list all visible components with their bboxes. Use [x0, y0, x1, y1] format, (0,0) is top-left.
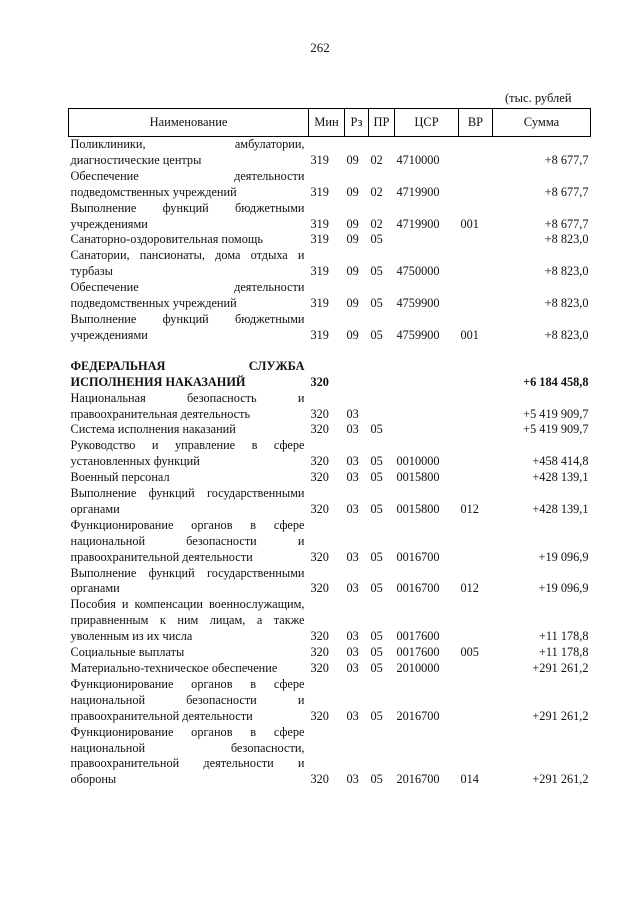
- header-pr: ПР: [369, 109, 395, 137]
- cell-min: 319: [310, 152, 329, 167]
- header-rz: Рз: [345, 109, 369, 137]
- cell-name: Выполнение функций бюджетными учреждениями: [70, 200, 305, 231]
- cell-csr: 2010000: [396, 661, 440, 675]
- cell-rz: 09: [346, 296, 359, 311]
- cell-min: 320: [310, 470, 329, 485]
- cell-vr: 012: [460, 581, 479, 596]
- cell-rz: 03: [346, 629, 359, 644]
- cell-name: Функционирование органов в сфере национальной безопасности и правоохранительной деятельности: [70, 676, 305, 723]
- cell-sum: +19 096,9: [538, 581, 589, 596]
- cell-pr: 05: [370, 549, 383, 564]
- table-row: [69, 391, 591, 423]
- cell-csr: 0015800: [396, 470, 440, 485]
- cell-csr: [395, 232, 459, 248]
- cell-min: 319: [310, 184, 329, 199]
- cell-rz: [345, 344, 369, 391]
- header-vr: ВР: [459, 109, 493, 137]
- cell-pr: 05: [370, 264, 383, 279]
- cell-name: Система исполнения наказаний: [70, 422, 236, 437]
- cell-sum: +6 184 458,8: [523, 374, 589, 389]
- cell-vr: [459, 661, 493, 677]
- table-row: [69, 422, 591, 438]
- unit-note: (тыс. рублей: [505, 91, 572, 105]
- table-row: [69, 725, 591, 789]
- table-row: [69, 470, 591, 486]
- cell-vr: [459, 232, 493, 248]
- cell-name: Санатории, пансионаты, дома отдыха и турбазы: [70, 248, 305, 279]
- header-csr: ЦСР: [395, 109, 459, 137]
- cell-rz: 03: [346, 549, 359, 564]
- cell-csr: [395, 344, 459, 391]
- cell-name: Функционирование органов в сфере национальной безопасности, правоохранительной деятельности и обороны: [70, 724, 305, 787]
- cell-rz: 03: [346, 645, 359, 660]
- header-name: Наименование: [69, 109, 309, 137]
- cell-name: Военный персонал: [70, 470, 170, 485]
- cell-csr: 0017600: [396, 629, 440, 644]
- cell-sum: +8 823,0: [544, 232, 589, 247]
- cell-csr: 0010000: [396, 454, 440, 469]
- cell-vr: [459, 391, 493, 423]
- cell-name: Выполнение функций бюджетными учреждениями: [70, 311, 305, 342]
- cell-sum: +291 261,2: [532, 661, 589, 675]
- table-row: [69, 438, 591, 470]
- cell-min: 320: [310, 406, 329, 421]
- cell-pr: 05: [370, 581, 383, 596]
- cell-vr: [459, 137, 493, 169]
- cell-sum: +5 419 909,7: [523, 406, 589, 421]
- cell-vr: 012: [460, 501, 479, 516]
- cell-pr: 02: [370, 216, 383, 231]
- cell-min: 320: [310, 422, 329, 437]
- cell-name: Функционирование органов в сфере национальной безопасности и правоохранительной деятельности: [70, 517, 305, 564]
- cell-vr: 001: [460, 327, 479, 342]
- cell-vr: [459, 518, 493, 566]
- cell-min: 320: [310, 374, 329, 389]
- cell-sum: +11 178,8: [538, 645, 589, 660]
- table-row: [69, 645, 591, 661]
- table-row: [69, 661, 591, 677]
- cell-sum: +19 096,9: [538, 549, 589, 564]
- cell-min: 320: [310, 581, 329, 596]
- cell-pr: 05: [370, 296, 383, 311]
- cell-pr: 05: [370, 501, 383, 516]
- header-sum: Сумма: [493, 109, 591, 137]
- cell-pr: 05: [370, 772, 383, 787]
- table-header: [69, 109, 591, 137]
- cell-rz: 09: [346, 216, 359, 231]
- table-row: [69, 280, 591, 312]
- cell-pr: 05: [370, 454, 383, 469]
- cell-min: 319: [310, 296, 329, 311]
- table-row: [69, 486, 591, 518]
- cell-rz: 03: [346, 501, 359, 516]
- table-row: [69, 201, 591, 233]
- table-row: [69, 597, 591, 645]
- cell-pr: [369, 344, 395, 391]
- cell-sum: +8 677,7: [544, 184, 589, 199]
- cell-rz: 03: [346, 581, 359, 596]
- cell-name: Обеспечение деятельности подведомственных учреждений: [70, 280, 305, 311]
- cell-rz: 09: [346, 327, 359, 342]
- cell-rz: 09: [346, 264, 359, 279]
- cell-vr: 005: [460, 645, 479, 660]
- cell-min: 319: [310, 216, 329, 231]
- cell-name: Руководство и управление в сфере установленных функций: [70, 438, 305, 469]
- cell-min: 319: [310, 232, 329, 247]
- cell-rz: 09: [346, 232, 359, 247]
- cell-name: Материально-техническое обеспечение: [70, 661, 278, 675]
- cell-pr: 05: [370, 327, 383, 342]
- cell-pr: 05: [370, 708, 383, 723]
- cell-rz: 09: [346, 184, 359, 199]
- cell-csr: 0016700: [396, 549, 440, 564]
- cell-vr: [459, 597, 493, 645]
- cell-min: 320: [310, 629, 329, 644]
- cell-min: 320: [310, 501, 329, 516]
- cell-pr: 02: [370, 184, 383, 199]
- cell-vr: [459, 438, 493, 470]
- cell-pr: 05: [370, 422, 383, 437]
- cell-sum: +8 823,0: [544, 264, 589, 279]
- cell-vr: [459, 677, 493, 725]
- cell-vr: [459, 280, 493, 312]
- cell-rz: 03: [346, 661, 359, 675]
- cell-name: Социальные выплаты: [70, 645, 185, 660]
- table-row: [69, 566, 591, 598]
- cell-csr: 4719900: [396, 184, 440, 199]
- table-row: [69, 677, 591, 725]
- cell-rz: 03: [346, 406, 359, 421]
- cell-sum: +8 677,7: [544, 152, 589, 167]
- cell-min: 320: [310, 772, 329, 787]
- cell-rz: 03: [346, 470, 359, 485]
- cell-vr: [459, 470, 493, 486]
- table-row: [69, 169, 591, 201]
- cell-min: 319: [310, 264, 329, 279]
- budget-table: [68, 108, 591, 788]
- cell-vr: [459, 344, 493, 391]
- cell-min: 319: [310, 327, 329, 342]
- header-min: Мин: [309, 109, 345, 137]
- cell-name: Поликлиники, амбулатории, диагностические центры: [70, 137, 305, 167]
- cell-name: Выполнение функций государственными органами: [70, 565, 305, 596]
- cell-name: Обеспечение деятельности подведомственных учреждений: [70, 168, 305, 199]
- cell-rz: 03: [346, 708, 359, 723]
- cell-sum: +428 139,1: [532, 470, 589, 485]
- cell-pr: [369, 391, 395, 423]
- cell-pr: 05: [370, 645, 383, 660]
- table-row: [69, 344, 591, 391]
- cell-vr: 014: [460, 772, 479, 787]
- cell-csr: 0016700: [396, 581, 440, 596]
- cell-rz: 03: [346, 422, 359, 437]
- cell-csr: 2016700: [396, 708, 440, 723]
- cell-csr: [395, 422, 459, 438]
- cell-sum: +291 261,2: [532, 772, 589, 787]
- cell-name: Выполнение функций государственными органами: [70, 486, 305, 516]
- cell-min: 320: [310, 454, 329, 469]
- cell-vr: [459, 169, 493, 201]
- cell-name: Санаторно-оздоровительная помощь: [70, 232, 263, 247]
- cell-sum: +428 139,1: [532, 501, 589, 516]
- cell-min: 320: [310, 661, 329, 675]
- table-row: [69, 518, 591, 566]
- cell-rz: 03: [346, 772, 359, 787]
- cell-min: 320: [310, 549, 329, 564]
- cell-rz: 03: [346, 454, 359, 469]
- cell-pr: 02: [370, 152, 383, 167]
- cell-sum: +291 261,2: [532, 708, 589, 723]
- cell-name: Национальная безопасность и правоохранительная деятельность: [70, 390, 305, 421]
- cell-csr: 4750000: [396, 264, 440, 279]
- cell-name: Пособия и компенсации военнослужащим, приравненным к ним лицам, а также уволенным из их числа: [70, 597, 305, 644]
- cell-sum: +8 823,0: [544, 327, 589, 342]
- cell-vr: 001: [460, 216, 479, 231]
- cell-csr: 4759900: [396, 327, 440, 342]
- cell-sum: +8 677,7: [544, 216, 589, 231]
- cell-pr: 05: [370, 470, 383, 485]
- cell-csr: 0017600: [396, 645, 440, 660]
- cell-name: ФЕДЕРАЛЬНАЯ СЛУЖБА ИСПОЛНЕНИЯ НАКАЗАНИЙ: [70, 358, 305, 389]
- cell-csr: 0015800: [396, 501, 440, 516]
- cell-vr: [459, 422, 493, 438]
- page-number: 262: [310, 40, 330, 55]
- cell-pr: 05: [370, 629, 383, 644]
- cell-csr: 4710000: [396, 152, 440, 167]
- cell-sum: +458 414,8: [532, 454, 589, 469]
- cell-csr: 2016700: [396, 772, 440, 787]
- cell-csr: [395, 391, 459, 423]
- cell-csr: 4759900: [396, 296, 440, 311]
- cell-sum: +8 823,0: [544, 296, 589, 311]
- cell-min: 320: [310, 645, 329, 660]
- cell-sum: +11 178,8: [538, 629, 589, 644]
- table-body: [69, 137, 591, 789]
- table-row: [69, 137, 591, 169]
- cell-pr: 05: [370, 232, 383, 247]
- cell-min: 320: [310, 708, 329, 723]
- cell-pr: 05: [370, 661, 383, 675]
- cell-sum: +5 419 909,7: [523, 422, 589, 437]
- table-row: [69, 232, 591, 248]
- cell-rz: 09: [346, 152, 359, 167]
- cell-csr: 4719900: [396, 216, 440, 231]
- cell-vr: [459, 248, 493, 280]
- table-row: [69, 312, 591, 344]
- table-row: [69, 248, 591, 280]
